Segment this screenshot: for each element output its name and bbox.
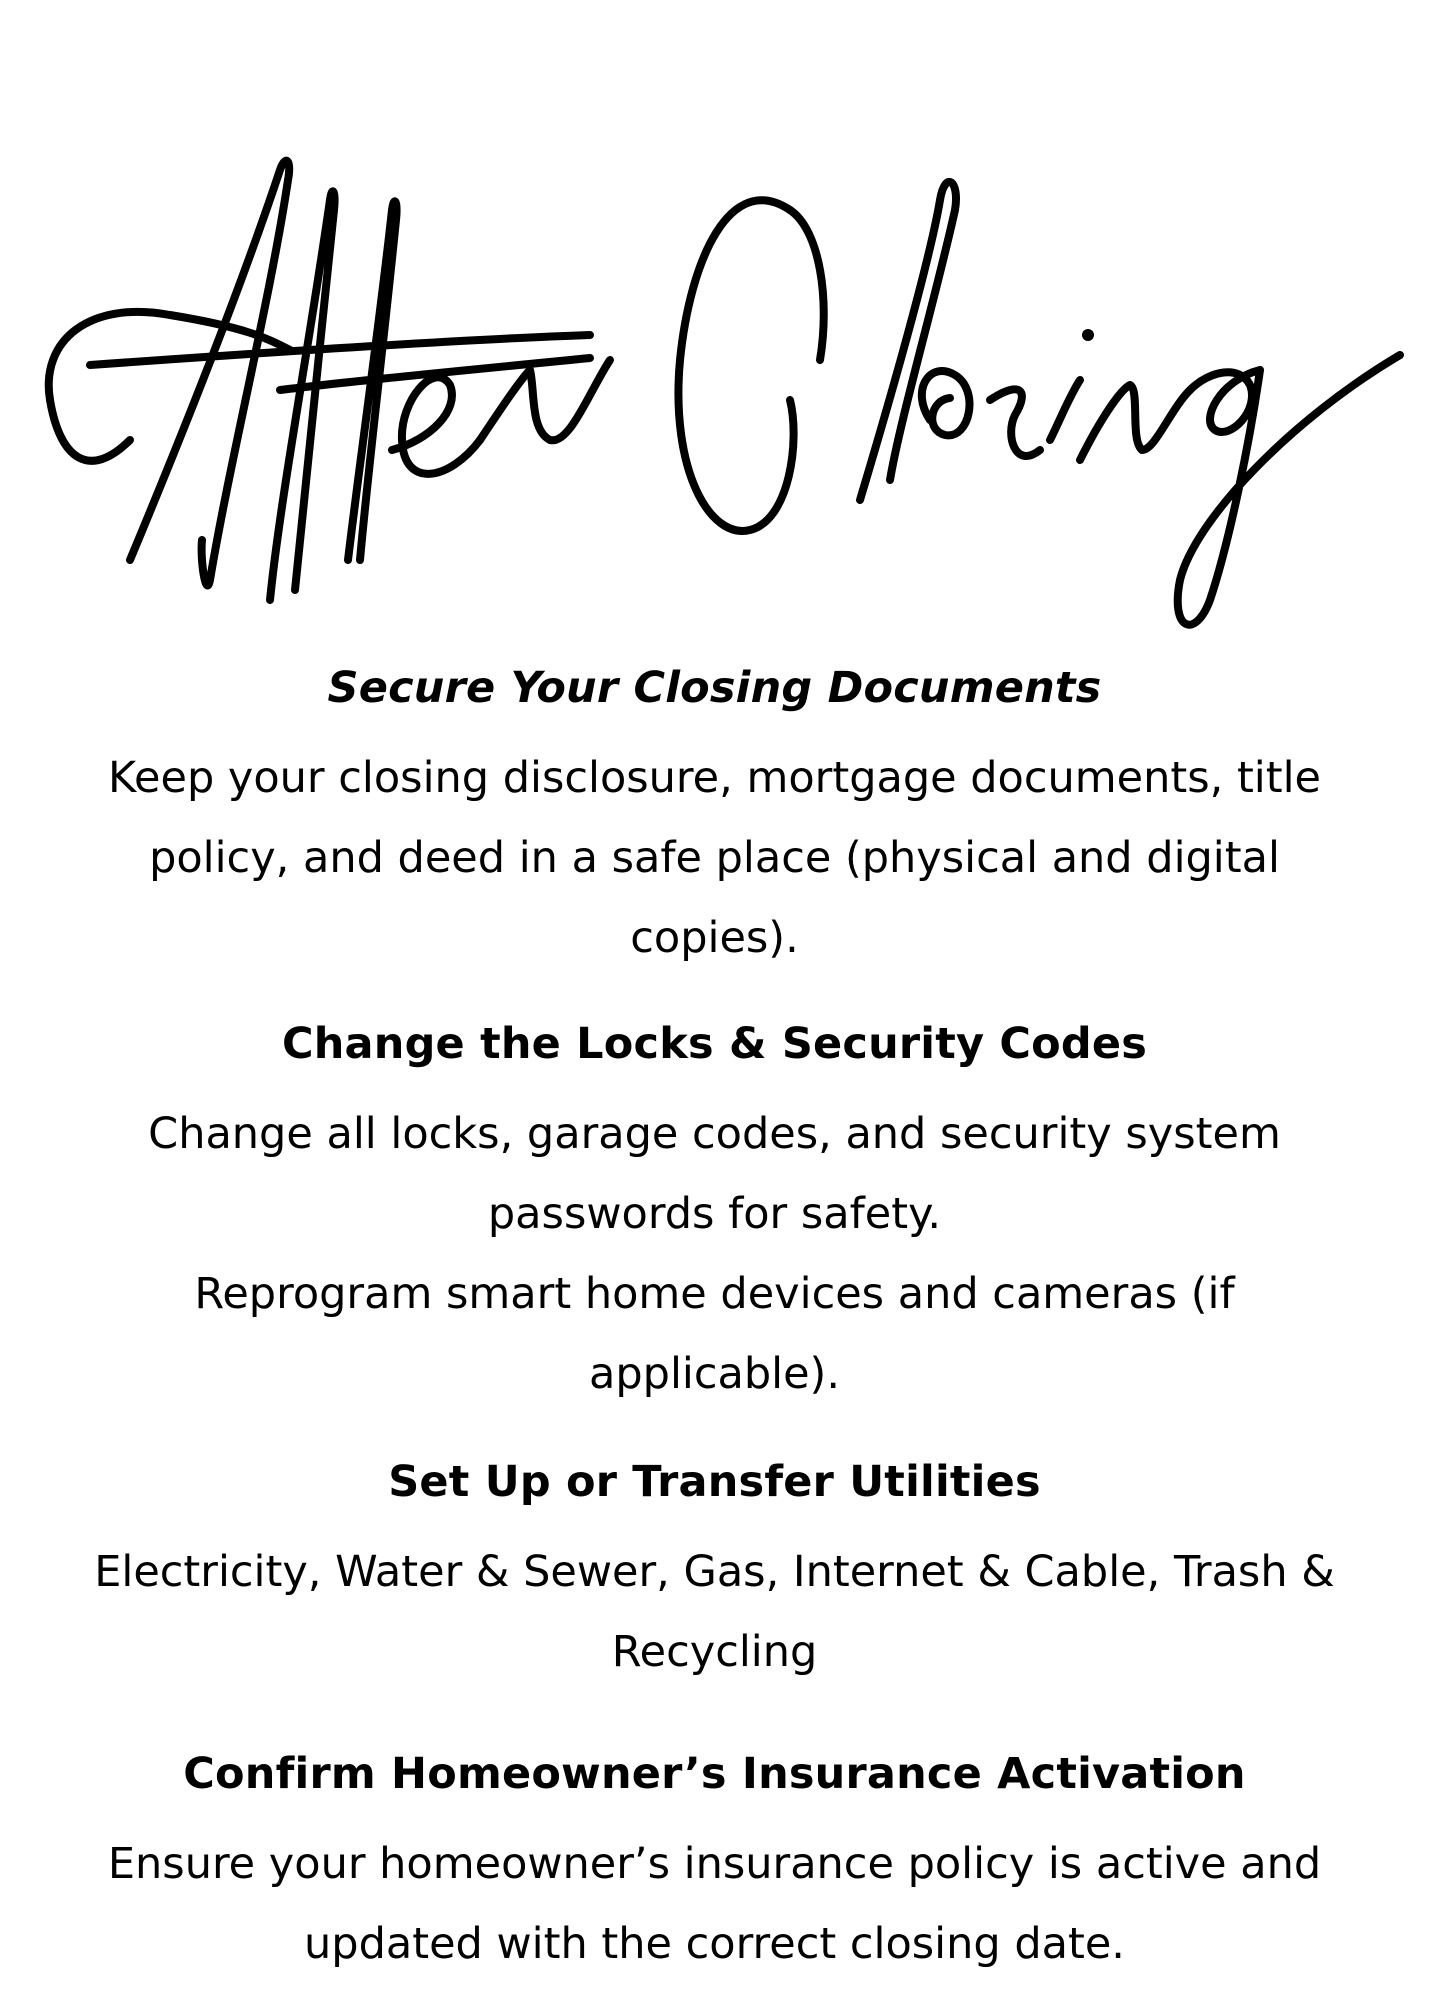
- section-body: [10, 1824, 1420, 1984]
- body-line: updated with the correct closing date.: [304, 1919, 1125, 1969]
- section-body: [10, 738, 1420, 978]
- section-heading: Set Up or Transfer Utilities: [388, 1457, 1041, 1507]
- body-line: Change all locks, garage codes, and security system: [148, 1109, 1281, 1159]
- body-line: applicable).: [589, 1349, 840, 1399]
- section-utilities: [0, 1454, 1429, 1692]
- section-body: [10, 1532, 1420, 1692]
- body-line: Keep your closing disclosure, mortgage documents, title: [107, 753, 1322, 803]
- body-line: copies).: [630, 913, 799, 963]
- body-line: policy, and deed in a safe place (physical and digital: [149, 833, 1280, 883]
- body-line: Recycling: [611, 1627, 818, 1677]
- section-heading: Confirm Homeowner’s Insurance Activation: [183, 1749, 1246, 1799]
- page-title: [30, 140, 1410, 660]
- section-secure-documents: [0, 660, 1429, 978]
- body-line: Electricity, Water & Sewer, Gas, Internet & Cable, Trash &: [94, 1547, 1335, 1597]
- section-change-locks: [0, 1016, 1429, 1414]
- section-heading: Change the Locks & Security Codes: [281, 1019, 1148, 1069]
- section-heading: Secure Your Closing Documents: [327, 663, 1102, 713]
- section-insurance: [0, 1746, 1429, 1984]
- body-line: passwords for safety.: [487, 1189, 942, 1239]
- body-line: Reprogram smart home devices and cameras (if: [194, 1269, 1235, 1319]
- body-line: Ensure your homeowner’s insurance policy is active and: [107, 1839, 1322, 1889]
- script-title-lettering: [30, 140, 1410, 660]
- section-body: [10, 1094, 1420, 1414]
